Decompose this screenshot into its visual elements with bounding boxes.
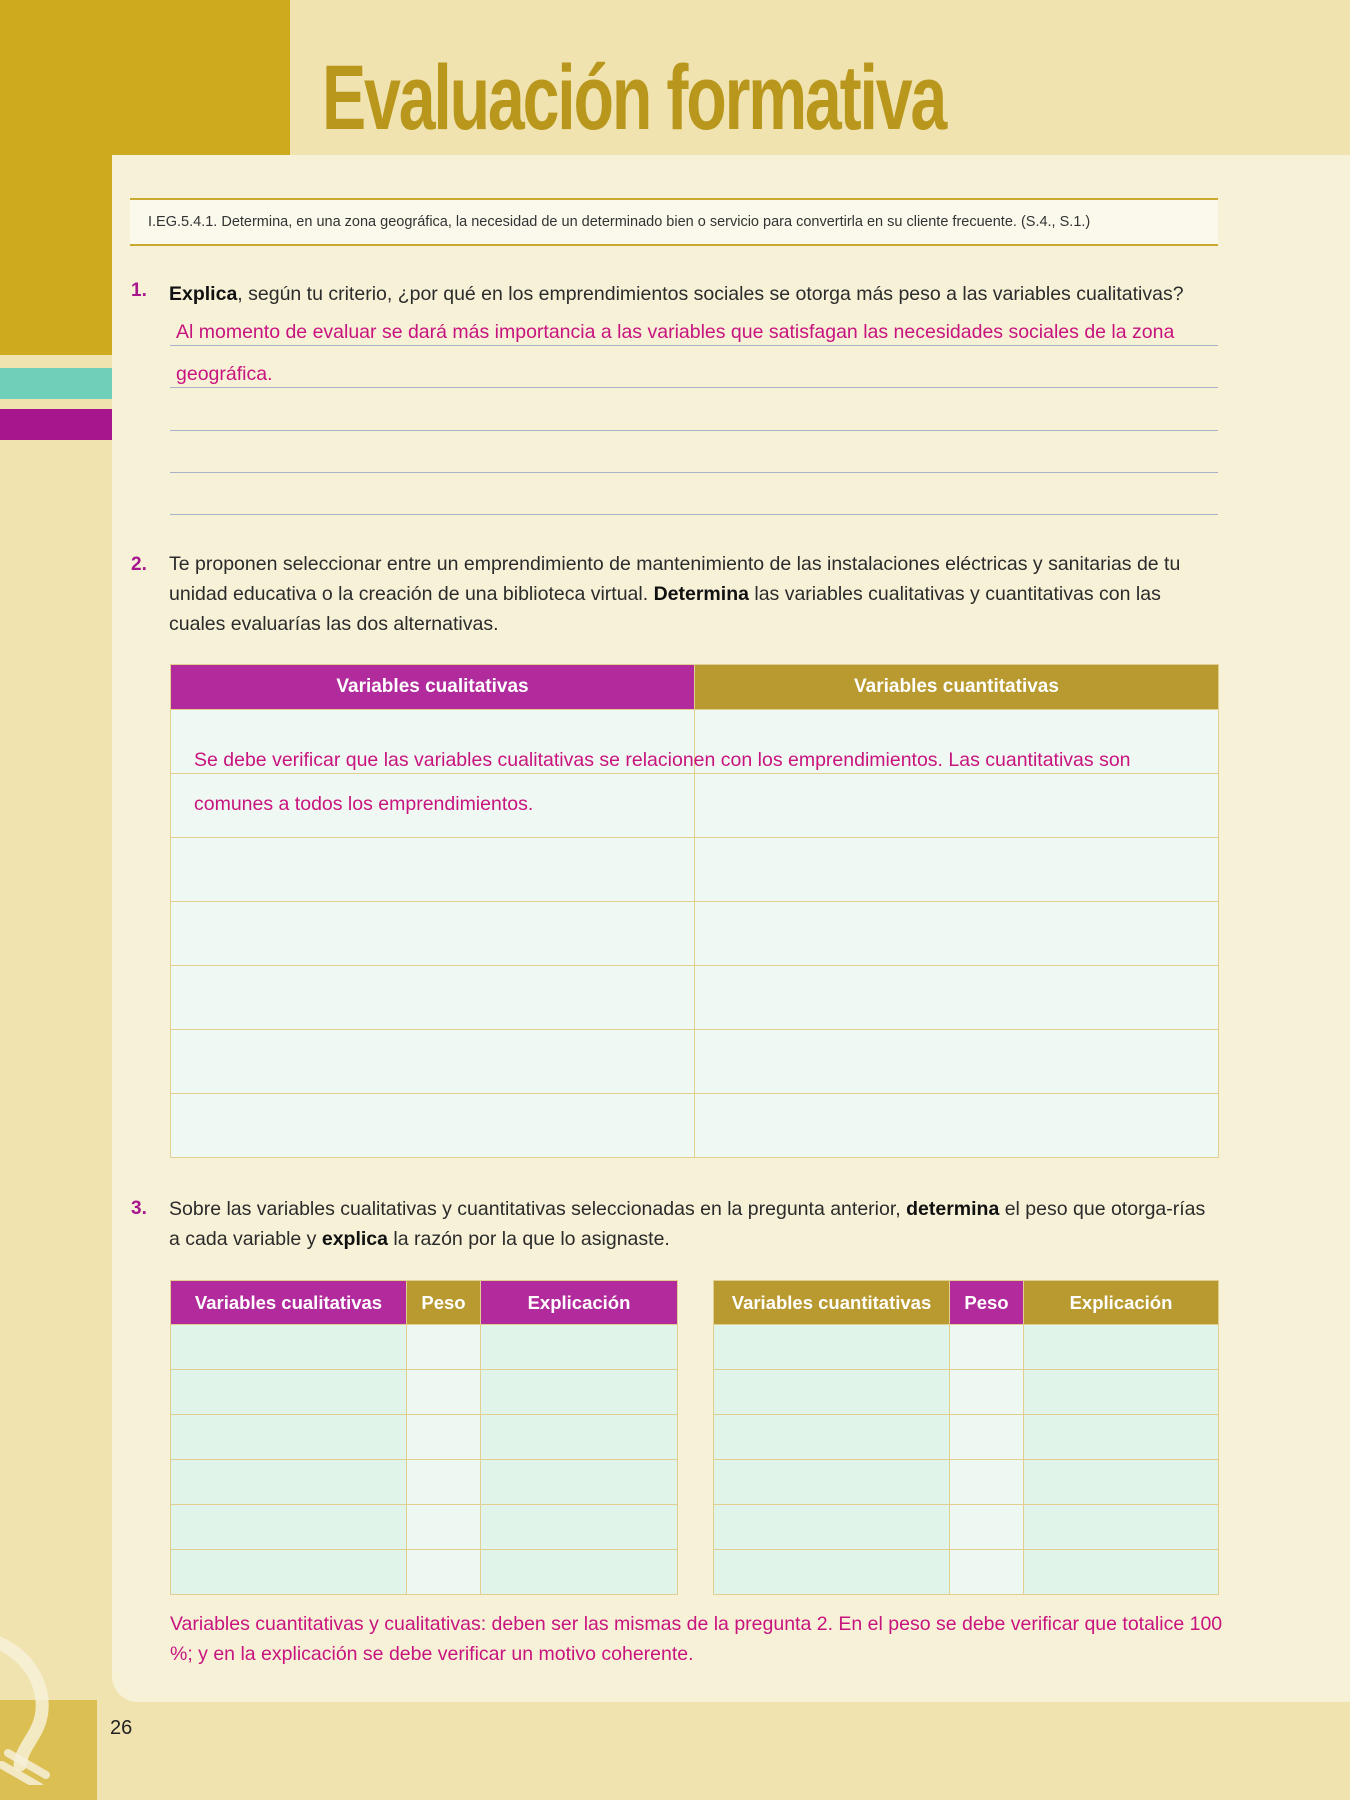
question-3-text-a: Sobre las variables cualitativas y cuantitativas seleccionadas en la pregunta anterior, [169,1198,907,1220]
table-row [714,1370,1219,1415]
header-qualitative: Variables cualitativas [171,665,695,710]
table-cell[interactable] [171,1550,407,1595]
answer-1-line-1: Al momento de evaluar se dará más importancia a las variables que satisfagan las necesidades sociales de la zona [176,321,1175,343]
table-row [171,838,1219,902]
question-3-text [169,1194,1221,1254]
table-row [171,1505,678,1550]
table-cell[interactable] [481,1325,678,1370]
table-cell[interactable] [950,1550,1024,1595]
table-row [171,1370,678,1415]
answer-3: Variables cuantitativas y cualitativas: deben ser las mismas de la pregunta 2. En el peso se debe verificar que totalice 100 %; y en la explicación se debe verificar un motivo coherente. [170,1613,1223,1665]
table-row [171,902,1219,966]
table-cell[interactable] [407,1550,481,1595]
table-row [171,1460,678,1505]
answer-1-line-2: geográfica. [176,363,273,385]
qualitative-weight-table [170,1280,678,1595]
table-cell[interactable] [171,1370,407,1415]
page-number: 26 [110,1717,133,1739]
answer-line [170,472,1218,473]
table-cell[interactable] [1024,1505,1219,1550]
question-2-text-b: las variables cualitativas y cuantitativas con las cuales evaluarías las dos alternativas. [169,583,1161,635]
table-cell[interactable] [481,1550,678,1595]
table-cell[interactable] [171,966,695,1030]
header-weight: Peso [950,1281,1024,1325]
table-cell[interactable] [481,1505,678,1550]
header-weight: Peso [407,1281,481,1325]
answer-line [170,430,1218,431]
table-row [714,1325,1219,1370]
table-cell[interactable] [1024,1325,1219,1370]
table-cell[interactable] [171,1094,695,1158]
table-row [171,1415,678,1460]
question-3-number: 3. [131,1198,147,1219]
header-explanation: Explicación [1024,1281,1219,1325]
table-cell[interactable] [714,1325,950,1370]
question-2-verb: Determina [653,583,749,605]
table-cell[interactable] [714,1415,950,1460]
table-cell[interactable] [481,1370,678,1415]
table-cell[interactable] [714,1370,950,1415]
table-cell[interactable] [407,1505,481,1550]
table-cell[interactable] [950,1370,1024,1415]
table-row [714,1415,1219,1460]
table-row [714,1505,1219,1550]
table-cell[interactable] [407,1460,481,1505]
table-cell[interactable] [950,1460,1024,1505]
question-3-text-c: la razón por la que lo asignaste. [387,1228,670,1250]
table-cell[interactable] [171,1030,695,1094]
table-cell[interactable] [1024,1460,1219,1505]
table-cell[interactable] [171,1415,407,1460]
table-cell[interactable] [950,1415,1024,1460]
lightbulb-icon [0,1625,80,1785]
table-cell[interactable] [950,1505,1024,1550]
table-cell[interactable] [171,838,695,902]
answer-line [170,345,1218,346]
table-cell[interactable] [1024,1550,1219,1595]
header-explanation: Explicación [481,1281,678,1325]
page-title: Evaluación formativa [322,47,946,149]
table-cell[interactable] [407,1370,481,1415]
header-qualitative-variables: Variables cualitativas [171,1281,407,1325]
answer-line [170,387,1218,388]
question-1-text [169,279,1229,309]
evaluation-indicator: I.EG.5.4.1. Determina, en una zona geográfica, la necesidad de un determinado bien o servicio para convertirla en su cliente frecuente. (S.4., S.1.) [130,198,1218,246]
table-cell[interactable] [714,1550,950,1595]
table-cell[interactable] [714,1460,950,1505]
table-cell[interactable] [695,838,1219,902]
table-cell[interactable] [950,1325,1024,1370]
header-quantitative-variables: Variables cuantitativas [714,1281,950,1325]
table-row [171,1030,1219,1094]
table-cell[interactable] [171,1460,407,1505]
question-3-verb-1: determina [906,1198,1000,1220]
question-1-number: 1. [131,280,147,301]
table-cell[interactable] [695,966,1219,1030]
table-cell[interactable] [171,1325,407,1370]
table-cell[interactable] [407,1415,481,1460]
table-row [171,966,1219,1030]
question-2-text-a: Te proponen seleccionar entre un emprendimiento de mantenimiento de las instalaciones eléctricas y sanitarias de tu unidad educativa o la creación de una biblioteca virtual. [169,553,1181,605]
answer-line [170,514,1218,515]
question-3-text-b: el peso que otorga-rías a cada variable y [169,1198,1206,1250]
table-cell[interactable] [407,1325,481,1370]
table-cell[interactable] [714,1505,950,1550]
table-row [171,1325,678,1370]
question-2-text [169,549,1219,639]
quantitative-weight-table [713,1280,1219,1595]
table-cell[interactable] [1024,1370,1219,1415]
table-cell[interactable] [1024,1415,1219,1460]
question-1-rest: , según tu criterio, ¿por qué en los emprendimientos sociales se otorga más peso a las variables cualitativas? [237,283,1184,305]
answer-2: Se debe verificar que las variables cualitativas se relacionen con los emprendimientos. Las cuantitativas son comunes a todos los emprendimientos. [194,749,1131,815]
table-cell[interactable] [171,902,695,966]
table-cell[interactable] [481,1415,678,1460]
question-2-number: 2. [131,554,147,575]
header-quantitative: Variables cuantitativas [695,665,1219,710]
question-1-verb: Explica [169,283,238,305]
table-row [171,1094,1219,1158]
question-3-verb-2: explica [321,1228,388,1250]
table-cell[interactable] [695,902,1219,966]
decorative-magenta-stripe [0,409,112,440]
table-cell[interactable] [171,1505,407,1550]
table-cell[interactable] [481,1460,678,1505]
table-row [171,1550,678,1595]
decorative-teal-stripe [0,368,112,399]
table-cell[interactable] [695,1030,1219,1094]
table-cell[interactable] [695,1094,1219,1158]
table-row [714,1550,1219,1595]
table-row [714,1460,1219,1505]
